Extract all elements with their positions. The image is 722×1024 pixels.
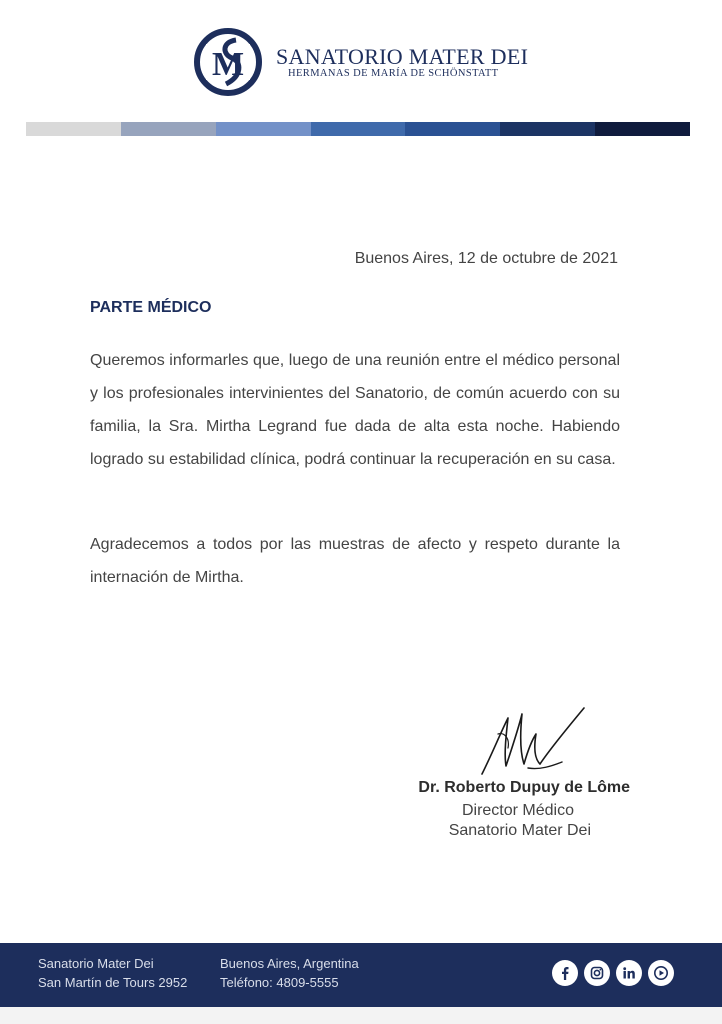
- signatory-organization: Sanatorio Mater Dei: [448, 822, 591, 839]
- letter-date: Buenos Aires, 12 de octubre de 2021: [354, 250, 618, 267]
- band-segment-1: [26, 122, 121, 136]
- band-segment-5: [405, 122, 500, 136]
- linkedin-icon[interactable]: [616, 960, 642, 986]
- facebook-icon[interactable]: [552, 960, 578, 986]
- social-links: [552, 960, 674, 986]
- band-segment-3: [216, 122, 311, 136]
- band-segment-2: [121, 122, 216, 136]
- brand-subtitle: HERMANAS DE MARÍA DE SCHÖNSTATT: [288, 68, 499, 79]
- letter-title: PARTE MÉDICO: [90, 299, 212, 316]
- footer-phone: Teléfono: 4809-5555: [220, 975, 339, 990]
- svg-text:M: M: [211, 46, 245, 83]
- instagram-icon[interactable]: [584, 960, 610, 986]
- footer-name: Sanatorio Mater Dei: [38, 956, 154, 971]
- signatory-role: Director Médico: [461, 802, 574, 819]
- header-color-band: [26, 122, 690, 136]
- handwritten-signature: [478, 704, 588, 780]
- footer: [0, 943, 722, 1007]
- signatory-name: Dr. Roberto Dupuy de Lôme: [418, 779, 630, 796]
- band-segment-7: [595, 122, 690, 136]
- band-segment-4: [311, 122, 406, 136]
- page-bottom-margin: [0, 1007, 722, 1024]
- letter-paragraph-2: Agradecemos a todos por las muestras de afecto y respeto durante la internación de Mirtha.: [90, 536, 620, 586]
- footer-address-block: [38, 954, 187, 992]
- footer-city: Buenos Aires, Argentina: [220, 956, 359, 971]
- brand-name: SANATORIO MATER DEI: [276, 44, 529, 69]
- footer-contact-block: [220, 954, 359, 992]
- footer-address: San Martín de Tours 2952: [38, 975, 188, 990]
- letter-paragraph-1: Queremos informarles que, luego de una reunión entre el médico personal y los profesionales intervinientes del Sanatorio, de común acuerdo con su familia, la Sra. Mirtha Legrand fue dada de alta esta noche. Habiendo logrado su estabilidad clínica, podrá continuar la recuperación en su casa.: [90, 352, 620, 468]
- band-segment-6: [500, 122, 595, 136]
- sanatorio-logo: [192, 26, 264, 98]
- youtube-icon[interactable]: [648, 960, 674, 986]
